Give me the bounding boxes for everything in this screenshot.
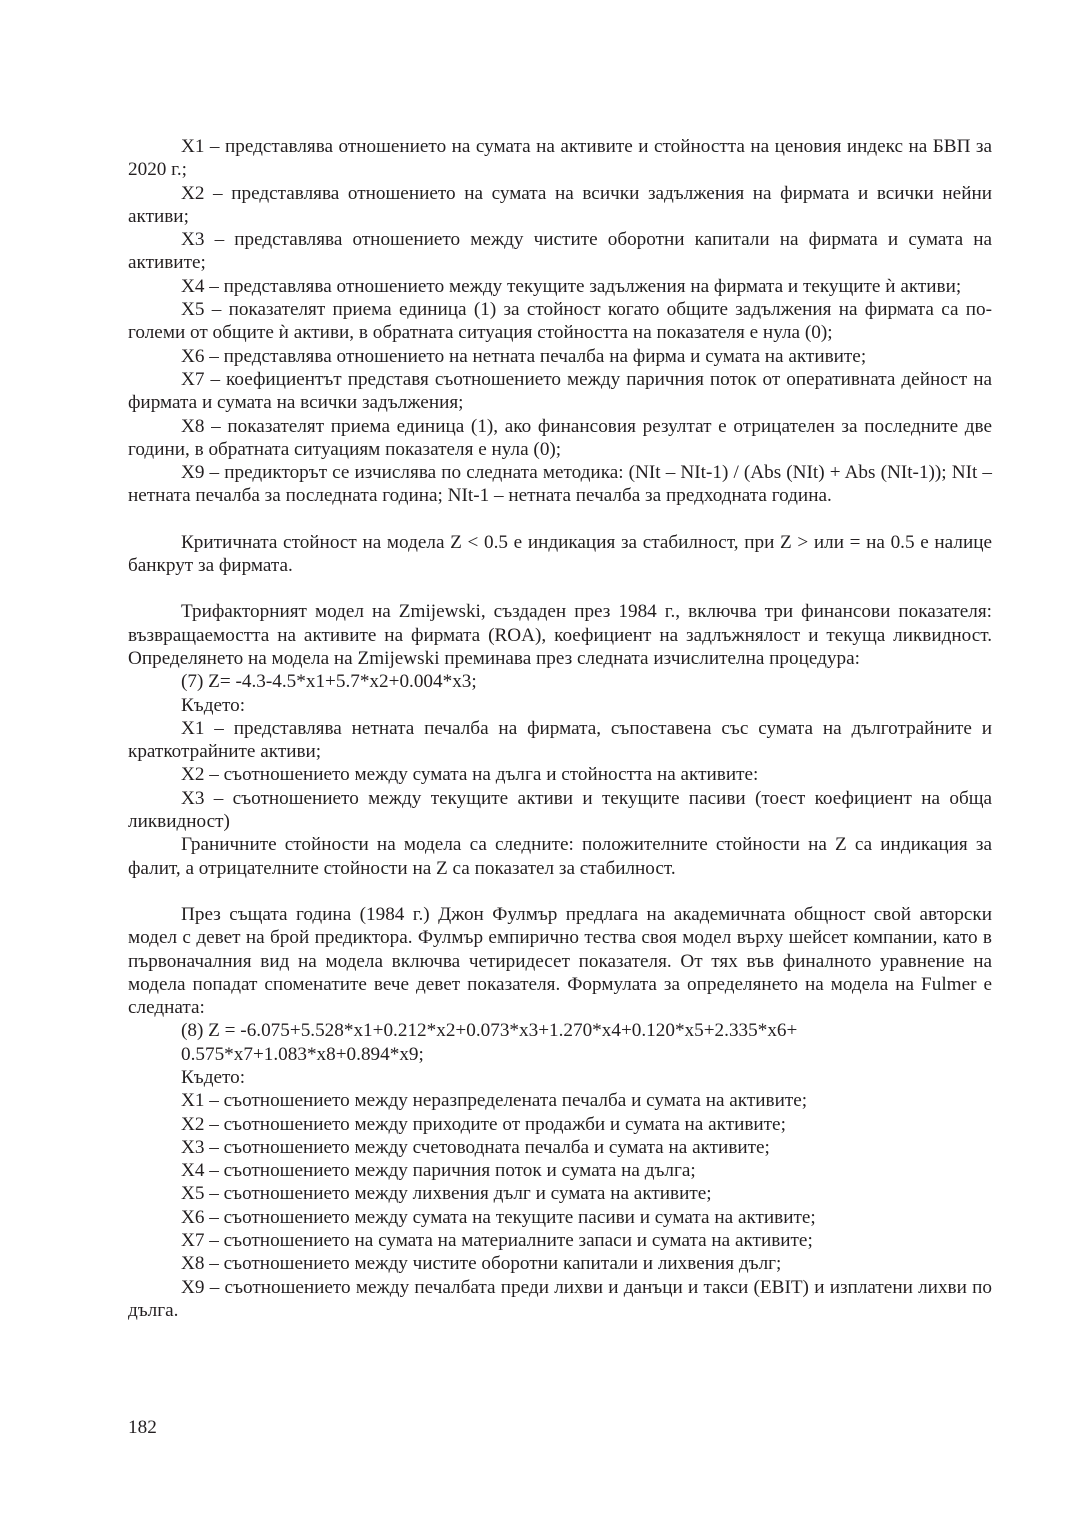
paragraph-fulmer-x1: X1 – съотношението между неразпределената печалба и сумата на активите; bbox=[181, 1090, 808, 1112]
paragraph-fulmer-intro: През същата година (1984 г.) Джон Фулмър предлага на академичната общност свой авторски модел с девет на брой предиктора. Фулмър емпирично тества своя модел върху шейсет компании, като в първоначалния вид на модела включва четиридесет показателя. От тях във финалното уравнение на модела попадат споменатите вече девет показателя. Формулата за определянето на модела на Fulmer е следната: bbox=[128, 903, 992, 1019]
paragraph-spacer bbox=[128, 880, 992, 903]
formula-fulmer-line-2: 0.575*x7+1.083*x8+0.894*x9; bbox=[181, 1043, 424, 1065]
paragraph-critical-value: Критичната стойност на модела Z < 0.5 е индикация за стабилност, при Z > или = на 0.5 е налице банкрут за фирмата. bbox=[128, 531, 992, 577]
paragraph-fulmer-x8: X8 – съотношението между чистите оборотни капитали и лихвения дълг; bbox=[181, 1253, 782, 1275]
paragraph-zmijewski-x2: X2 – съотношението между сумата на дълга и стойността на активите: bbox=[181, 764, 759, 786]
page-number: 182 bbox=[128, 1417, 157, 1438]
paragraph-x2-liabilities: X2 – представлява отношението на сумата на всички задължения на фирмата и всички нейни активи; bbox=[128, 182, 992, 227]
paragraph-x7-cash-flow: X7 – коефициентът представя съотношението между паричния поток от оперативната дейност на фирмата и сумата на всички задължения; bbox=[128, 368, 992, 414]
paragraph-x8-negative-result: X8 – показателят приема единица (1), ако финансовия резултат е отрицателен за последните две години, в обратната ситуациям показателя е нула (0); bbox=[128, 415, 992, 460]
formula-zmijewski: (7) Z= -4.3-4.5*x1+5.7*x2+0.004*x3; bbox=[181, 671, 477, 693]
paragraph-zmijewski-x1: X1 – представлява нетната печалба на фирмата, съпоставена със сумата на дълготрайните и краткотрайните активи; bbox=[128, 717, 992, 763]
paragraph-fulmer-x6: X6 – съотношението между сумата на текущите пасиви и сумата на активите; bbox=[181, 1206, 816, 1228]
paragraph-fulmer-x4: X4 – съотношението между паричния поток и сумата на дълга; bbox=[181, 1160, 696, 1182]
paragraph-fulmer-x5: X5 – съотношението между лихвения дълг и сумата на активите; bbox=[181, 1183, 712, 1205]
where-label: Където: bbox=[181, 694, 246, 716]
where-label: Където: bbox=[181, 1066, 246, 1088]
paragraph-x6-net-profit: X6 – представлява отношението на нетната печалба на фирма и сумата на активите; bbox=[181, 345, 867, 367]
paragraph-zmijewski-intro: Трифакторният модел на Zmijewski, създаден през 1984 г., включва три финансови показателя: възвращаемостта на активите на фирмата (ROA), коефициент на задлъжнялост и текуща ликвидност. Определянето на модела на Zmijewski преминава през следната изчислителна процедура: bbox=[128, 601, 992, 669]
paragraph-x3-working-capital: X3 – представлява отношението между чистите оборотни капитали на фирмата и сумата на активите; bbox=[128, 229, 992, 274]
paragraph-x4-current-liabilities: X4 – представлява отношението между текущите задължения на фирмата и текущите ѝ активи; bbox=[181, 275, 962, 297]
paragraph-spacer bbox=[128, 508, 992, 531]
paragraph-fulmer-x9: X9 – съотношението между печалбата преди лихви и данъци и такси (EBIT) и изплатени лихви по дълга. bbox=[128, 1276, 992, 1321]
paragraph-x1-gdp-index: X1 – представлява отношението на сумата на активите и стойността на ценовия индекс на БВП за 2020 г.; bbox=[128, 136, 992, 181]
paragraph-x9-predictor: X9 – предикторът се изчислява по следната методика: (NIt – NIt-1) / (Abs (NIt) + Abs (NIt-1)); NIt – нетната печалба за последната година; NIt-1 – нетната печалба за предходната година. bbox=[128, 462, 992, 507]
paragraph-zmijewski-thresholds: Граничните стойности на модела са следните: положителните стойности на Z са индикация за фалит, а отрицателните стойности на Z са показател за стабилност. bbox=[128, 834, 992, 879]
paragraph-fulmer-x2: X2 – съотношението между приходите от продажби и сумата на активите; bbox=[181, 1113, 786, 1135]
paragraph-x5-indicator: X5 – показателят приема единица (1) за стойност когато общите задължения на фирмата са по-големи от общите ѝ активи, в обратната ситуация стойността на показателя е нула (0); bbox=[128, 299, 992, 344]
page-body bbox=[128, 135, 992, 1322]
paragraph-fulmer-x7: X7 – съотношението на сумата на материалните запаси и сумата на активите; bbox=[181, 1230, 813, 1252]
paragraph-spacer bbox=[128, 577, 992, 600]
paragraph-fulmer-x3: X3 – съотношението между счетоводната печалба и сумата на активите; bbox=[181, 1136, 770, 1158]
paragraph-zmijewski-x3: X3 – съотношението между текущите активи и текущите пасиви (тоест коефициент на обща ликвидност) bbox=[128, 787, 992, 833]
formula-fulmer-line-1: (8) Z = -6.075+5.528*x1+0.212*x2+0.073*x3+1.270*x4+0.120*x5+2.335*x6+ bbox=[181, 1020, 798, 1042]
